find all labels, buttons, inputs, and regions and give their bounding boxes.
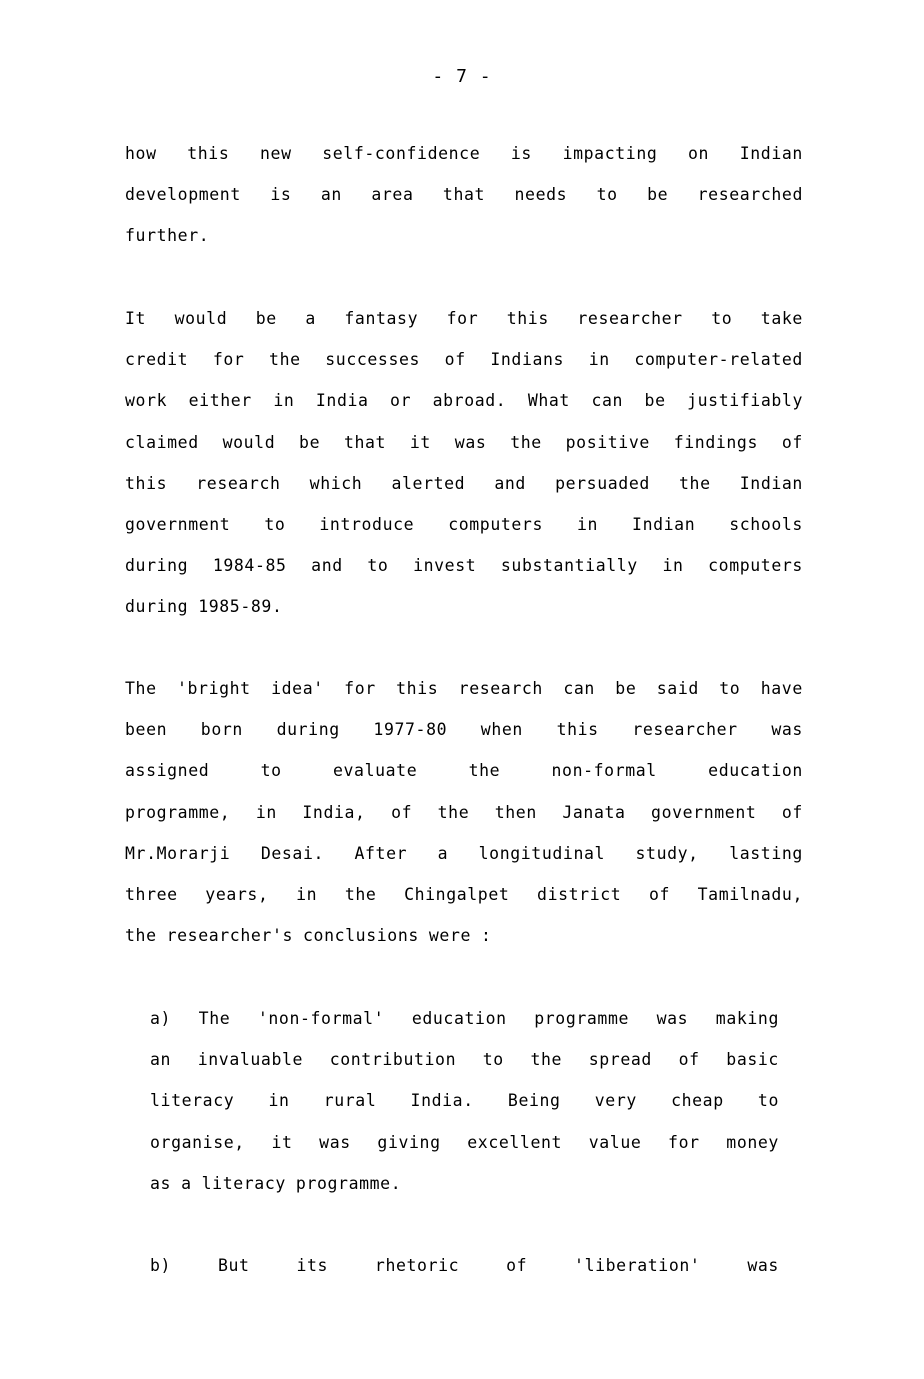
- text-line: an invaluable contribution to the spread of basic: [150, 1050, 779, 1070]
- text-line: assigned to evaluate the non-formal education: [125, 761, 803, 781]
- text-line: b) But its rhetoric of 'liberation' was: [150, 1256, 779, 1275]
- text-line: work either in India or abroad. What can be justifiably: [125, 391, 803, 411]
- text-line: as a literacy programme.: [150, 1173, 402, 1193]
- text-line: government to introduce computers in Indian schools: [125, 515, 803, 535]
- list-item-b: [150, 1245, 779, 1286]
- paragraph-3: [125, 668, 803, 956]
- text-line: during 1984-85 and to invest substantially in computers: [125, 556, 803, 576]
- text-line: Mr.Morarji Desai. After a longitudinal study, lasting: [125, 843, 803, 863]
- text-line: a) The 'non-formal' education programme was making: [150, 1009, 779, 1028]
- text-line: It would be a fantasy for this researcher to take: [125, 309, 803, 328]
- list-item-a: [150, 998, 779, 1204]
- text-line: during 1985-89.: [125, 597, 283, 617]
- text-line: further.: [125, 226, 210, 246]
- text-line: claimed would be that it was the positive findings of: [125, 432, 803, 452]
- text-line: credit for the successes of Indians in computer-related: [125, 350, 803, 370]
- text-line: The 'bright idea' for this research can be said to have: [125, 679, 803, 698]
- paragraph-1: [125, 133, 803, 257]
- page-number: - 7 -: [432, 66, 492, 87]
- text-line: been born during 1977-80 when this researcher was: [125, 720, 803, 740]
- text-line: how this new self-confidence is impacting on Indian: [125, 144, 803, 163]
- text-line: the researcher's conclusions were :: [125, 926, 492, 946]
- text-line: programme, in India, of the then Janata government of: [125, 802, 803, 822]
- text-line: organise, it was giving excellent value for money: [150, 1132, 779, 1152]
- text-line: three years, in the Chingalpet district of Tamilnadu,: [125, 885, 803, 905]
- text-line: literacy in rural India. Being very cheap to: [150, 1091, 779, 1111]
- text-line: development is an area that needs to be researched: [125, 185, 803, 205]
- text-line: this research which alerted and persuaded the Indian: [125, 473, 803, 493]
- paragraph-2: [125, 298, 803, 628]
